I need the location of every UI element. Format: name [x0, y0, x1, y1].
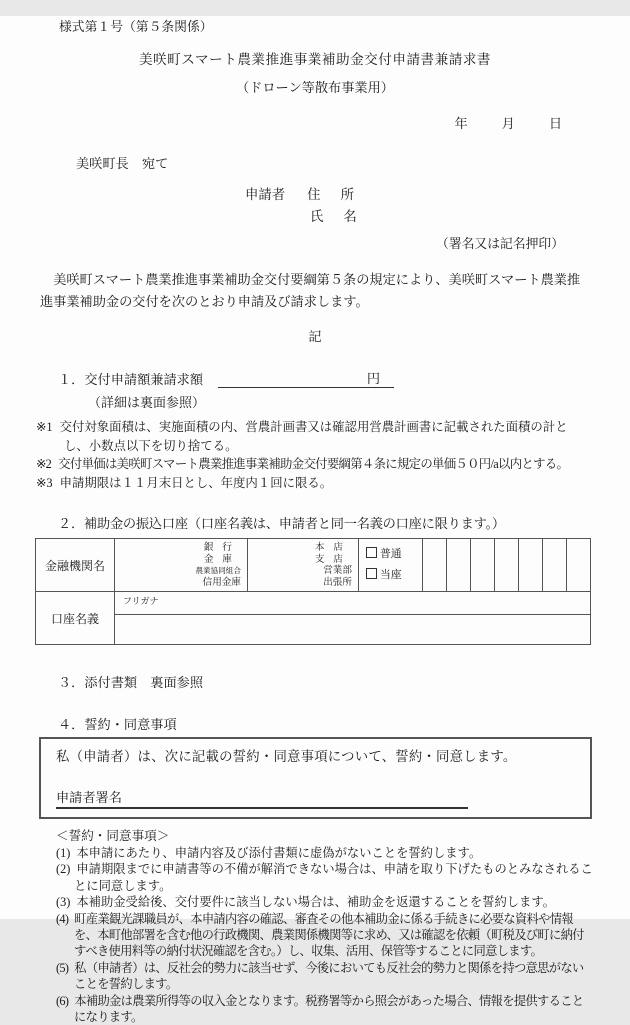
day-label: 日 [548, 116, 562, 131]
account-number-cell-4[interactable] [495, 539, 519, 592]
ki-label: 記 [308, 329, 322, 344]
pledge-item-5: (5) 私（申請者）は、反社会的勢力に該当せず、今後においても反社会的勢力と関係を持つ意思がないことを誓約します。 [56, 960, 584, 992]
account-number-cell-2[interactable] [447, 539, 471, 592]
address-label: 住 [307, 187, 321, 202]
branch-name-field[interactable] [248, 539, 359, 592]
checkbox-ordinary-icon[interactable] [366, 547, 377, 558]
section1-row [58, 368, 630, 388]
checkbox-current-icon[interactable] [366, 568, 377, 579]
address-label-2: 所 [340, 187, 354, 202]
furigana-field[interactable] [115, 592, 591, 615]
account-number-cell-3[interactable] [471, 539, 495, 592]
bank-account-table [35, 538, 591, 645]
section4-heading: ４．誓約・同意事項 [58, 717, 177, 732]
date-line [0, 113, 630, 132]
year-label: 年 [454, 116, 468, 131]
account-number-cell-1[interactable] [423, 539, 447, 592]
account-number-cell-6[interactable] [543, 539, 567, 592]
intro-paragraph: 美咲町スマート農業推進事業補助金交付要綱第５条の規定により、美咲町スマート農業推進事業補助金の交付を次のとおり申請及び請求します。 [40, 272, 581, 309]
currency-label: 円 [366, 371, 381, 386]
document-title: 美咲町スマート農業推進事業補助金交付申請書兼請求書 [138, 52, 492, 67]
signature-label: 申請者署名 [56, 790, 122, 805]
note-3: ※3 申請期限は１１月末日とし、年度内１回に限る。 [36, 475, 333, 490]
account-type-cell [359, 539, 423, 592]
holder-label-cell: 口座名義 [36, 592, 115, 645]
furigana-label: フリガナ [123, 596, 159, 606]
amount-field[interactable] [218, 368, 394, 388]
section1-detail-note: （詳細は裏面参照） [88, 395, 206, 410]
application-form-page [0, 16, 630, 1025]
section1-heading: １．交付申請額兼請求額 [58, 372, 204, 387]
pledge-item-6: (6) 本補助金は農業所得等の収入金となります。税務署等から照会があった場合、情報を提供することになります。 [56, 993, 584, 1025]
declaration-text: 私（申請者）は、次に記載の誓約・同意事項について、誓約・同意します。 [56, 749, 517, 764]
applicant-signature-field[interactable] [56, 787, 468, 809]
account-number-cell-7[interactable] [567, 539, 591, 592]
pledge-item-2: (2) 申請期限までに申請書等の不備が解消できない場合は、申請を取り下げたものとみなされることに同意します。 [56, 862, 593, 893]
document-subtitle: （ドローン等散布事業用） [236, 80, 394, 95]
pledge-item-4: (4) 町産業観光課職員が、本申請内容の確認、審査その他本補助金に係る手続きに必要な資料や情報を、本町他部署を含む他の行政機関、農業関係機関等に求め、又は確認を依頼（町税及び町に納付すべき使用料等の納付状況確認を含む。）し、収集、活用、保管等することに同意します。 [56, 911, 584, 959]
section3-heading: ３．添付書類 裏面参照 [58, 675, 204, 690]
institution-type-list: 銀行 金庫 農業協同組合 信用金庫 [195, 542, 241, 588]
holder-name-field[interactable] [115, 615, 591, 645]
account-type-current[interactable]: 当座 [366, 565, 422, 586]
pledge-item-1: (1) 本申請にあたり、申請内容及び添付書類に虚偽がないことを誓約します。 [56, 846, 482, 860]
month-label: 月 [501, 116, 515, 131]
section1-notes [36, 418, 592, 492]
name-label-2: 名 [343, 209, 357, 224]
institution-label-cell: 金融機関名 [36, 539, 115, 592]
declaration-box [39, 737, 592, 819]
pledge-list [56, 828, 593, 1025]
applicant-address-row [245, 184, 630, 206]
addressee: 美咲町長 宛て [76, 156, 169, 171]
institution-name-field[interactable] [115, 539, 248, 592]
form-number: 様式第１号（第５条関係） [59, 20, 213, 34]
note-1: ※1 交付対象面積は、実施面積の内、営農計画書又は確認用営農計画書に記載された面積の計とし、小数点以下を切り捨てる。 [36, 420, 568, 453]
account-number-cell-5[interactable] [519, 539, 543, 592]
applicant-block [245, 184, 630, 228]
note-2: ※2 交付単価は美咲町スマート農業推進事業補助金交付要綱第４条に規定の単価５０円/a以内とする。 [36, 457, 569, 471]
account-type-ordinary[interactable]: 普通 [366, 544, 422, 565]
pledge-item-3: (3) 本補助金受給後、交付要件に該当しない場合は、補助金を返還することを誓約します。 [56, 895, 555, 910]
name-label: 氏 [310, 209, 324, 224]
applicant-label: 申請者 [245, 187, 286, 202]
pledge-list-heading: ＜誓約・同意事項＞ [56, 829, 170, 843]
section2-heading: ２．補助金の振込口座（口座名義は、申請者と同一名義の口座に限ります。） [58, 516, 505, 531]
applicant-name-row [310, 206, 630, 228]
seal-note: （署名又は記名押印） [436, 237, 564, 251]
branch-type-list: 本店 支店 営業部 出張所 [314, 542, 352, 588]
